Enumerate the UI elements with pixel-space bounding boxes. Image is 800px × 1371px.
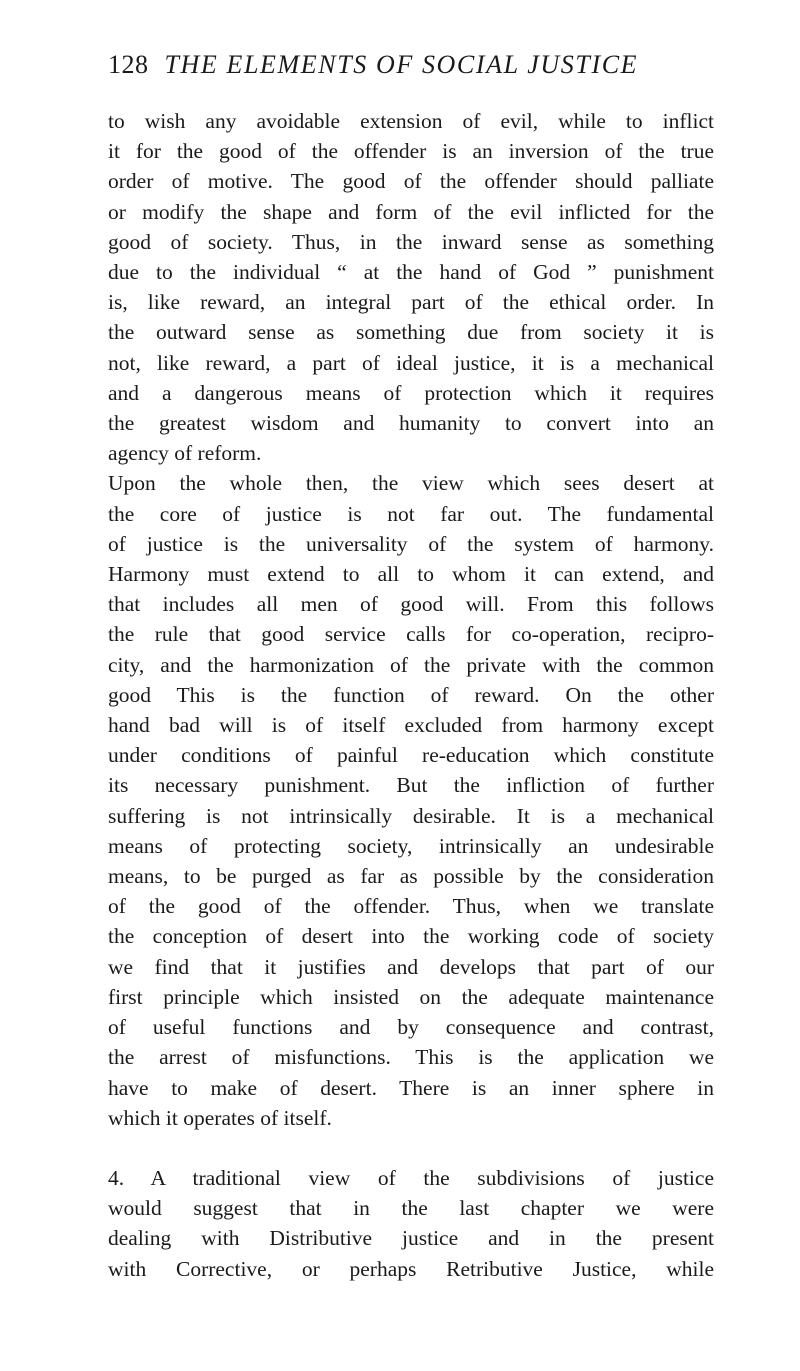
page-number: 128 <box>108 50 149 79</box>
text-line: suffering is not intrinsically desirable. It is a mechanical <box>108 803 714 828</box>
text-line: city, and the harmonization of the private with the common <box>108 652 714 677</box>
text-line: is, like reward, an integral part of the ethical order. In <box>108 290 714 315</box>
text-line: order of motive. The good of the offender should palliate <box>108 169 714 194</box>
text-line: Upon the whole then, the view which sees desert at <box>108 471 714 496</box>
body-text <box>108 106 714 1284</box>
text-line: agency of reform. <box>108 441 262 466</box>
text-line: to wish any avoidable extension of evil, while to inflict <box>108 109 714 133</box>
text-line: would suggest that in the last chapter we were <box>108 1196 714 1221</box>
text-line: under conditions of painful re-education which constitute <box>108 743 714 768</box>
text-line: that includes all men of good will. From this follows <box>108 592 714 617</box>
text-line: dealing with Distributive justice and in the present <box>108 1226 714 1251</box>
text-line: with Corrective, or perhaps Retributive Justice, while <box>108 1256 714 1281</box>
text-line: hand bad will is of itself excluded from harmony except <box>108 713 714 738</box>
text-line: Harmony must extend to all to whom it can extend, and <box>108 562 714 587</box>
text-line: it for the good of the offender is an inversion of the true <box>108 139 714 164</box>
book-page <box>108 50 714 1284</box>
text-line: the rule that good service calls for co-operation, recipro- <box>108 622 714 647</box>
text-line: the outward sense as something due from society it is <box>108 320 714 345</box>
text-line: not, like reward, a part of ideal justice, it is a mechanical <box>108 350 714 375</box>
text-line: due to the individual “ at the hand of God ” punishment <box>108 260 714 285</box>
running-title: THE ELEMENTS OF SOCIAL JUSTICE <box>164 50 639 79</box>
text-line: first principle which insisted on the adequate maintenance <box>108 984 714 1009</box>
text-line: of justice is the universality of the system of harmony. <box>108 531 714 556</box>
text-line: have to make of desert. There is an inner sphere in <box>108 1075 714 1100</box>
text-line: the conception of desert into the working code of society <box>108 924 714 949</box>
text-line: means, to be purged as far as possible by the consideration <box>108 864 714 889</box>
text-line: of useful functions and by consequence and contrast, <box>108 1015 714 1040</box>
text-line: of the good of the offender. Thus, when we translate <box>108 894 714 919</box>
section-gap <box>108 1133 714 1163</box>
text-line: we find that it justifies and develops that part of our <box>108 954 714 979</box>
text-line: the arrest of misfunctions. This is the application we <box>108 1045 714 1070</box>
text-line: which it operates of itself. <box>108 1105 332 1130</box>
text-line: or modify the shape and form of the evil inflicted for the <box>108 199 714 224</box>
text-line: the greatest wisdom and humanity to convert into an <box>108 411 714 436</box>
text-line: good of society. Thus, in the inward sense as something <box>108 229 714 254</box>
text-line: and a dangerous means of protection which it requires <box>108 380 714 405</box>
text-line: means of protecting society, intrinsically an undesirable <box>108 833 714 858</box>
text-line: 4. A traditional view of the subdivisions of justice <box>108 1165 714 1190</box>
text-line: the core of justice is not far out. The fundamental <box>108 501 714 526</box>
text-line: its necessary punishment. But the infliction of further <box>108 773 714 798</box>
running-head <box>108 50 714 100</box>
text-line: good This is the function of reward. On the other <box>108 682 714 707</box>
